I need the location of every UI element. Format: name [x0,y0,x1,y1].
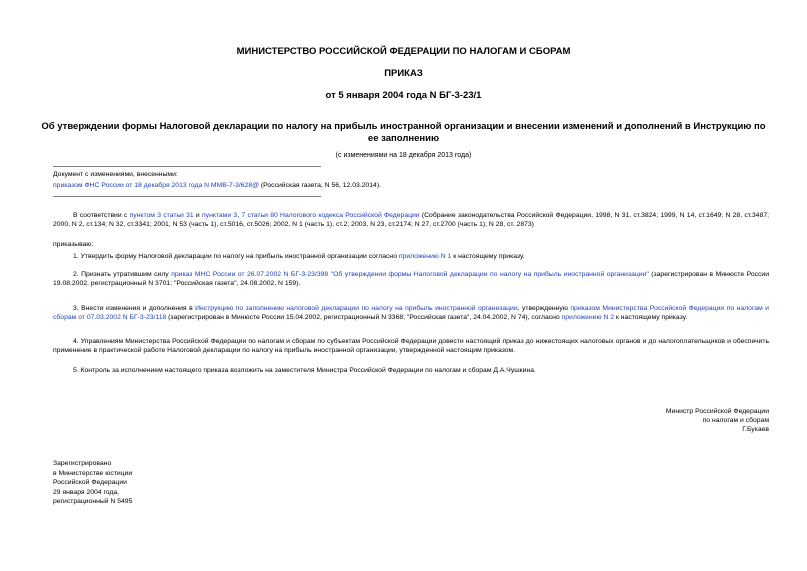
item-3-appendix-link[interactable]: приложению N 2 [561,314,615,321]
registration-line-1: Зарегистрировано [53,460,112,467]
item-3-order-link[interactable]: приказом Министерства Российской Федерации по налогам и сборам от 07.03.2002 N БГ-3-23/118 [53,305,769,321]
item-3-text-end: к настоящему приказу. [614,314,688,321]
item-3-text: 3. Внести изменения и дополнения в [73,305,196,312]
item-2 [53,270,769,288]
item-1 [53,252,769,261]
item-4: 4. Управлениям Министерства Российской Федерации по налогам и сборам по субъектам Российской Федерации довести настоящий приказ до нижестоящих налоговых органов и до налогоплательщиков и обеспечить применение в практической работе Налоговой декларации по налогу на прибыль иностранной организации, утвержденной настоящим приказом. [53,338,769,354]
item-3 [53,304,769,322]
item-3-text-2: , утвержденную [517,305,571,312]
doc-type-heading: ПРИКАЗ [384,68,423,79]
preamble-paragraph [53,211,769,229]
ministry-heading: МИНИСТЕРСТВО РОССИЙСКОЙ ФЕДЕРАЦИИ ПО НАЛОГАМ И СБОРАМ [236,46,571,57]
registration-line-5: регистрационный N 5495 [53,498,133,505]
preamble-link-art31[interactable]: пунктом 3 статьи 31 [129,212,194,219]
changes-bottom-rule [53,196,321,197]
item-2-text: 2. Признать утратившим силу [73,271,172,278]
item-2-order-link[interactable]: приказ МНС России от 26.07.2002 N БГ-3-23/398 "Об утверждении формы Налоговой декларации по налогу на прибыль иностранной организации" [171,271,649,278]
preamble-text-1: В соответствии с [73,212,130,219]
preamble-link-art80[interactable]: 7 статьи 80 Налогового кодекса Российской Федерации [241,212,420,219]
item-5: 5. Контроль за исполнением настоящего приказа возложить на заместителя Министра Российской Федерации по налогам и сборам Д.А.Чушкина. [73,367,536,374]
document-title: Об утверждении формы Налоговой декларации по налогу на прибыль иностранной организации и внесении изменений и дополнений в Инструкцию по ее заполнению [41,121,766,144]
changes-order-link[interactable]: приказом ФНС России от 18 декабря 2013 года N ММВ-7-3/628@ [53,182,260,189]
preamble-text-3: , [237,212,242,219]
item-3-text-3: (зарегистрирован в Минюсте России 15.04.2002, регистрационный N 3368; "Российская газета", 24.04.2002, N 74), согласно [166,314,562,321]
preamble-link-points3[interactable]: пунктами 3 [201,212,238,219]
changes-suffix: (Российская газета, N 56, 12.03.2014). [259,182,381,189]
item-2-text-end: (зарегистрирован в Минюсте России 19.08.2002, регистрационный N 3701; "Российская газета", 24.08.2002, N 159). [53,271,770,287]
amendment-note: (с изменениями на 18 декабря 2013 года) [335,152,472,159]
registration-line-2: в Министерстве юстиции [53,469,133,477]
registration-line-4: 29 января 2004 года, [53,488,120,496]
registration-line-3: Российской Федерации [53,479,127,486]
item-1-text-end: к настоящему приказу. [451,253,525,260]
item-1-text: 1. Утвердить форму Налоговой декларации по налогу на прибыль иностранной организации согласно [73,253,399,260]
changes-top-rule [53,166,321,167]
doc-date-heading: от 5 января 2004 года N БГ-3-23/1 [325,90,482,101]
changes-entry [53,181,381,190]
order-word: приказываю: [53,241,94,248]
signature-block [666,407,769,434]
signature-line-2: по налогам и сборам [702,417,769,424]
registration-block [53,459,132,507]
signature-line-1: Министр Российской Федерации [665,408,769,415]
changes-label: Документ с изменениями, внесенными: [53,171,178,178]
preamble-text-4: (Собрание законодательства Российской Федерации, 1998, N 31, ст.3824; 1999, N 14, ст.1649; N 28, ст.3487; 2000, N 2, ст.134; N 32, ст.3341; 2001, N 53 (часть 1), ст.5016, ст.5026; 2002, N 1 (часть 1), ст.2; 2003, N 23, ст.2174; N 27, ст.2700 (часть 1); N 28, ст. 2873) [53,212,770,228]
preamble-text-2: и [193,212,202,219]
item-1-appendix-link[interactable]: приложению N 1 [398,253,452,260]
signature-line-3: Г.Букаев [742,426,769,433]
item-3-instruction-link[interactable]: Инструкцию по заполнению налоговой декларации по налогу на прибыль иностранной организации [195,305,518,312]
